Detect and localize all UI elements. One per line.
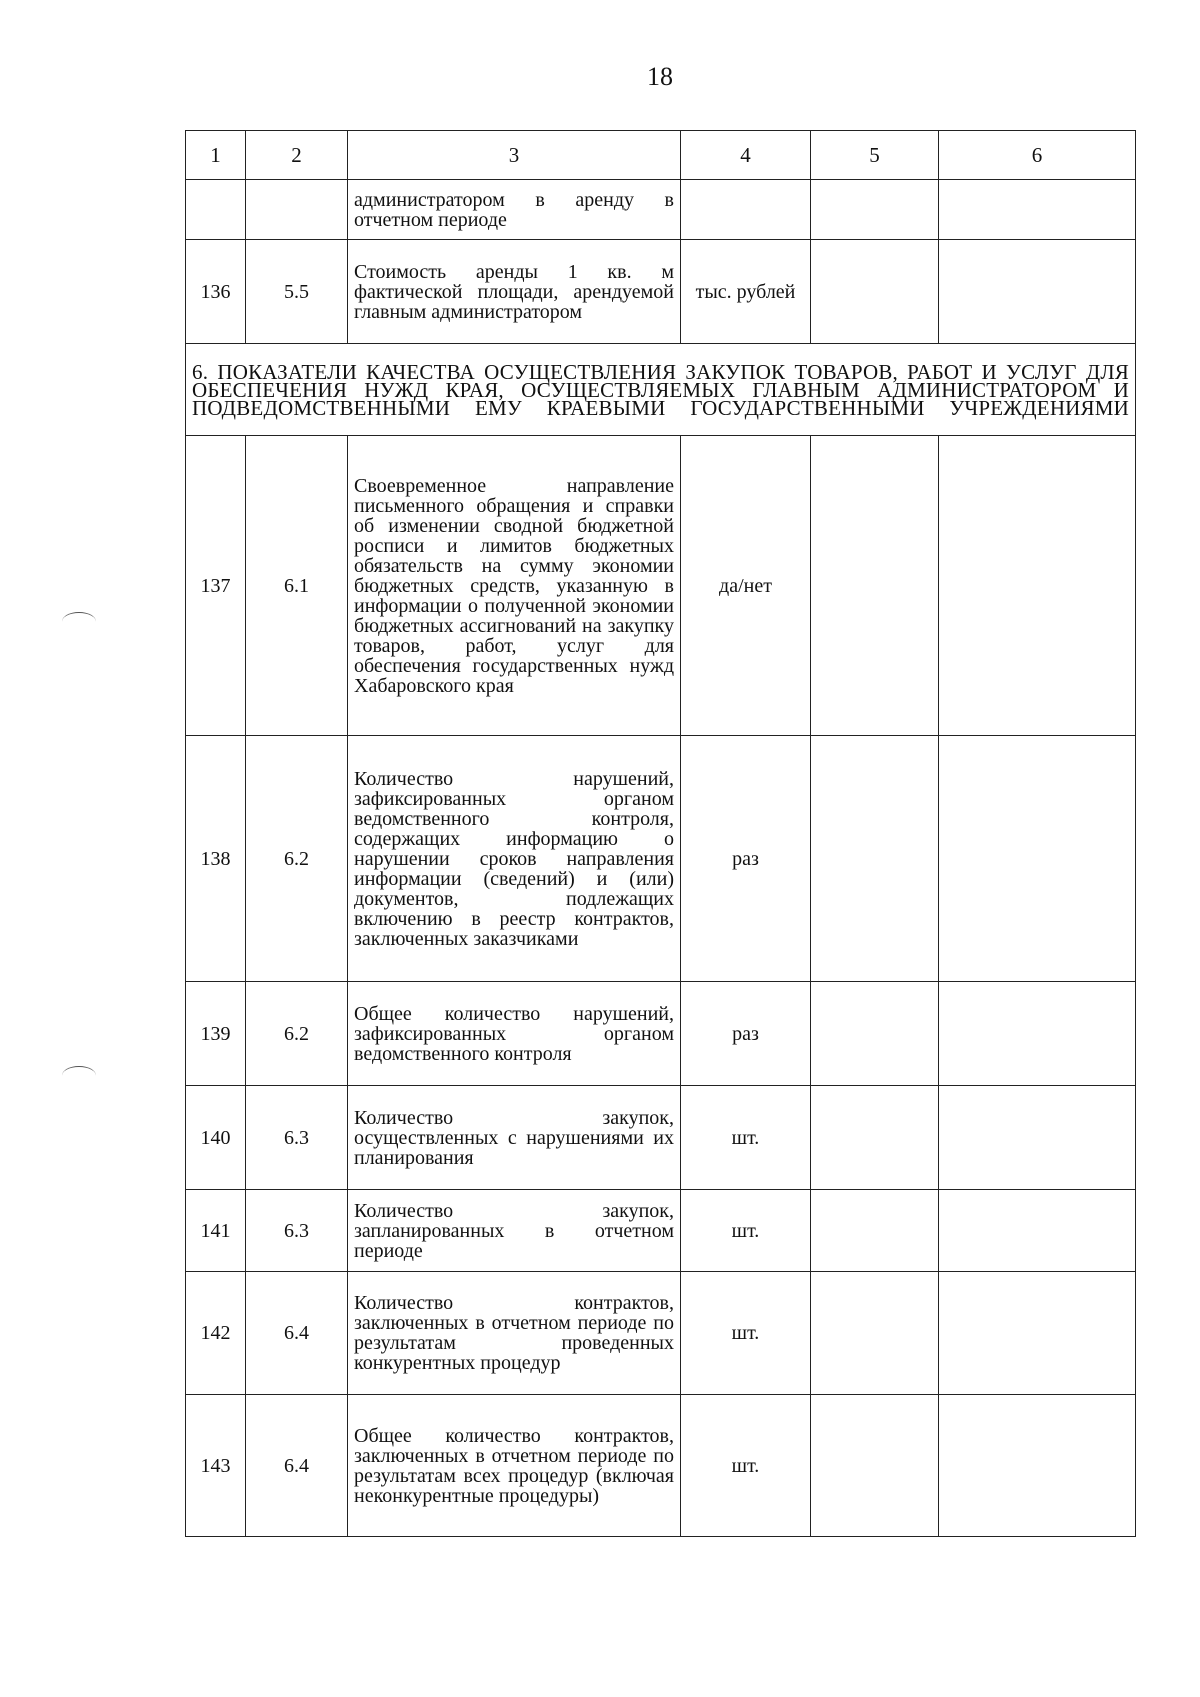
column-5-cell [811, 180, 939, 240]
row-number-cell [186, 180, 246, 240]
indicator-name-cell: Общее количество нарушений, зафиксированных органом ведомственного контроля [348, 982, 681, 1086]
table-row [186, 1086, 1136, 1190]
column-6-cell [939, 180, 1136, 240]
table-row [186, 436, 1136, 736]
column-5-cell [811, 1190, 939, 1272]
column-6-cell [939, 982, 1136, 1086]
table-row [186, 180, 1136, 240]
unit-cell: шт. [681, 1190, 811, 1272]
indicator-name-cell: Своевременное направление письменного обращения и справки об изменении сводной бюджетной росписи и лимитов бюджетных обязательств на сумму экономии бюджетных средств, указанную в информации о полученной экономии бюджетных ассигнований на закупку товаров, работ, услуг для обеспечения государственных нужд Хабаровского края [348, 436, 681, 736]
table-row [186, 1190, 1136, 1272]
unit-cell: да/нет [681, 436, 811, 736]
unit-cell: шт. [681, 1395, 811, 1537]
table-row [186, 982, 1136, 1086]
column-6-cell [939, 1086, 1136, 1190]
section-row [186, 344, 1136, 436]
indicators-table [185, 130, 1136, 1537]
column-5-cell [811, 1272, 939, 1395]
column-6-cell [939, 436, 1136, 736]
indicator-name-cell: Количество контрактов, заключенных в отчетном периоде по результатам проведенных конкурентных процедур [348, 1272, 681, 1395]
table-row [186, 240, 1136, 344]
column-5-cell [811, 982, 939, 1086]
header-cell: 2 [246, 131, 348, 180]
header-cell: 1 [186, 131, 246, 180]
column-5-cell [811, 1086, 939, 1190]
indicator-code-cell [246, 180, 348, 240]
unit-cell: шт. [681, 1272, 811, 1395]
column-6-cell [939, 736, 1136, 982]
indicator-code-cell: 6.2 [246, 736, 348, 982]
indicator-name-cell: Количество закупок, осуществленных с нарушениями их планирования [348, 1086, 681, 1190]
indicator-name-cell: Количество закупок, запланированных в отчетном периоде [348, 1190, 681, 1272]
unit-cell: тыс. рублей [681, 240, 811, 344]
unit-cell [681, 180, 811, 240]
header-cell: 6 [939, 131, 1136, 180]
unit-cell: раз [681, 736, 811, 982]
row-number-cell: 139 [186, 982, 246, 1086]
page-number: 18 [647, 62, 673, 91]
indicator-name-cell: Стоимость аренды 1 кв. м фактической площади, арендуемой главным администратором [348, 240, 681, 344]
indicator-code-cell: 6.4 [246, 1395, 348, 1537]
indicator-name-cell: администратором в аренду в отчетном периоде [348, 180, 681, 240]
indicator-code-cell: 6.1 [246, 436, 348, 736]
column-6-cell [939, 1272, 1136, 1395]
row-number-cell: 136 [186, 240, 246, 344]
table-row [186, 1395, 1136, 1537]
column-5-cell [811, 240, 939, 344]
row-number-cell: 138 [186, 736, 246, 982]
indicator-code-cell: 6.3 [246, 1190, 348, 1272]
row-number-cell: 140 [186, 1086, 246, 1190]
column-5-cell [811, 1395, 939, 1537]
row-number-cell: 143 [186, 1395, 246, 1537]
column-6-cell [939, 1190, 1136, 1272]
indicator-code-cell: 5.5 [246, 240, 348, 344]
unit-cell: раз [681, 982, 811, 1086]
column-5-cell [811, 736, 939, 982]
column-6-cell [939, 1395, 1136, 1537]
table-header-row [186, 131, 1136, 180]
column-6-cell [939, 240, 1136, 344]
header-cell: 4 [681, 131, 811, 180]
hole-punch-mark [62, 1066, 96, 1085]
unit-cell: шт. [681, 1086, 811, 1190]
row-number-cell: 141 [186, 1190, 246, 1272]
table-row [186, 1272, 1136, 1395]
indicator-code-cell: 6.2 [246, 982, 348, 1086]
indicator-code-cell: 6.4 [246, 1272, 348, 1395]
row-number-cell: 137 [186, 436, 246, 736]
header-cell: 5 [811, 131, 939, 180]
header-cell: 3 [348, 131, 681, 180]
indicator-name-cell: Общее количество контрактов, заключенных в отчетном периоде по результатам всех процедур (включая неконкурентные процедуры) [348, 1395, 681, 1537]
section-heading: 6. ПОКАЗАТЕЛИ КАЧЕСТВА ОСУЩЕСТВЛЕНИЯ ЗАКУПОК ТОВАРОВ, РАБОТ И УСЛУГ ДЛЯ ОБЕСПЕЧЕНИЯ НУЖД КРАЯ, ОСУЩЕСТВЛЯЕМЫХ ГЛАВНЫМ АДМИНИСТРАТОРОМ И ПОДВЕДОМСТВЕННЫМИ ЕМУ КРАЕВЫМИ ГОСУДАРСТВЕННЫМИ УЧРЕЖДЕНИЯМИ [186, 344, 1136, 436]
row-number-cell: 142 [186, 1272, 246, 1395]
indicator-name-cell: Количество нарушений, зафиксированных органом ведомственного контроля, содержащих информацию о нарушении сроков направления информации (сведений) и (или) документов, подлежащих включению в реестр контрактов, заключенных заказчиками [348, 736, 681, 982]
indicator-code-cell: 6.3 [246, 1086, 348, 1190]
hole-punch-mark [62, 612, 96, 631]
column-5-cell [811, 436, 939, 736]
table-row [186, 736, 1136, 982]
